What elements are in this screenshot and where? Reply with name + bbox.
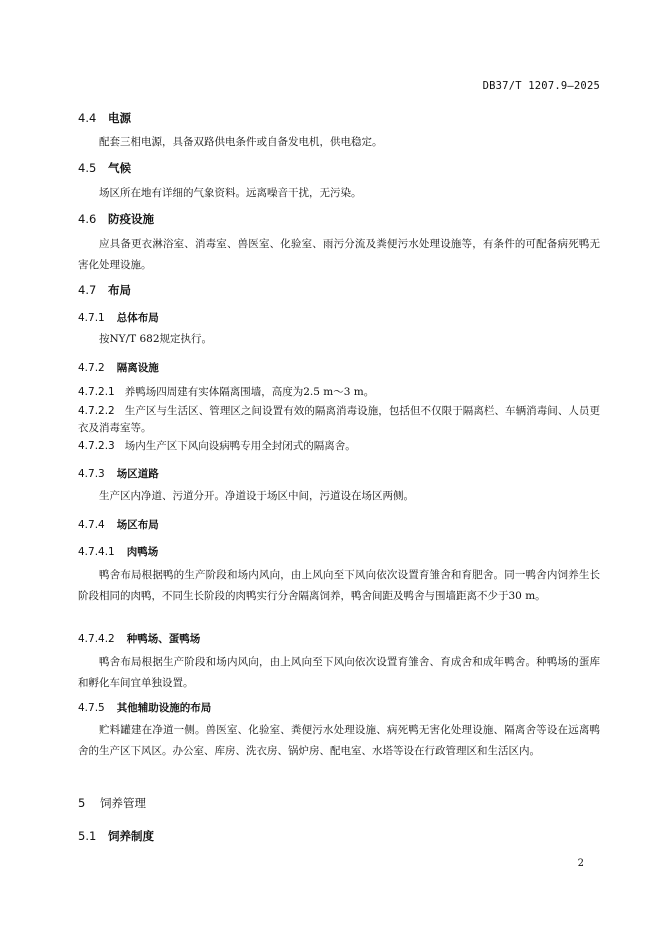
heading-number: 4.7.4.1: [78, 546, 115, 558]
heading-number: 4.7: [78, 283, 97, 297]
list-item: [78, 438, 600, 455]
document-code: DB37/T 1207.9—2025: [482, 80, 600, 92]
heading-4-6: [78, 211, 600, 227]
paragraph-4-6: 应具备更衣淋浴室、消毒室、兽医室、化验室、雨污分流及粪便污水处理设施等，有条件的可配备病死鸭无害化处理设施。: [78, 238, 600, 271]
heading-number: 4.7.5: [78, 702, 105, 714]
heading-title: 防疫设施: [108, 212, 154, 226]
heading-title: 饲养管理: [100, 796, 146, 810]
paragraph-4-7-3: 生产区内净道、污道分开。净道设于场区中间，污道设在场区两侧。: [99, 490, 414, 502]
item-text: 生产区与生活区、管理区之间设置有效的隔离消毒设施，包括但不仅限于隔离栏、车辆消毒间、人员更衣及消毒室等。: [78, 405, 600, 434]
list-item: [78, 403, 600, 437]
heading-number: 4.7.1: [78, 312, 105, 324]
page-number: 2: [577, 858, 584, 869]
paragraph-4-7-4-1: 鸭舍布局根据鸭的生产阶段和场内风向，由上风向至下风向依次设置育雏舍和育肥舍。同一鸭舍内饲养生长阶段相同的肉鸭，不同生长阶段的肉鸭实行分舍隔离饲养，鸭舍间距及鸭舍与围墙距离不少于30 m。: [78, 569, 600, 602]
heading-number: 4.7.4.2: [78, 633, 115, 645]
paragraph-4-5: 场区所在地有详细的气象资料。远离噪音干扰，无污染。: [99, 187, 362, 199]
item-number: 4.7.2.3: [78, 440, 115, 452]
heading-number: 4.4: [78, 111, 97, 125]
heading-title: 布局: [108, 283, 131, 297]
heading-4-7-4-1: [78, 544, 600, 559]
heading-4-7-4-2: [78, 631, 600, 646]
list-item: [78, 384, 600, 401]
paragraph-4-4: 配套三相电源，具备双路供电条件或自备发电机，供电稳定。: [99, 136, 383, 148]
heading-number: 5: [78, 796, 86, 810]
item-text: 养鸭场四周建有实体隔离围墙，高度为2.5 m～3 m。: [124, 386, 375, 398]
heading-title: 其他辅助设施的布局: [116, 702, 212, 714]
heading-title: 饲养制度: [108, 829, 154, 843]
heading-title: 种鸭场、蛋鸭场: [126, 633, 201, 645]
heading-4-7-5: [78, 700, 600, 715]
heading-4-7-4: [78, 517, 600, 532]
heading-5: [78, 795, 600, 811]
heading-title: 隔离设施: [116, 362, 159, 374]
heading-title: 电源: [108, 111, 131, 125]
heading-number: 5.1: [78, 829, 97, 843]
item-number: 4.7.2.2: [78, 405, 115, 417]
heading-4-7-1: [78, 310, 600, 325]
heading-4-5: [78, 160, 600, 176]
paragraph-4-7-5: 贮料罐建在净道一侧。兽医室、化验室、粪便污水处理设施、病死鸭无害化处理设施、隔离舍等设在远离鸭舍的生产区下风区。办公室、库房、洗衣房、锅炉房、配电室、水塔等设在行政管理区和生活区内。: [78, 724, 600, 757]
heading-4-7-3: [78, 466, 600, 481]
heading-number: 4.7.3: [78, 468, 105, 480]
heading-title: 肉鸭场: [126, 546, 159, 558]
heading-4-7-2: [78, 360, 600, 375]
heading-title: 场区布局: [116, 519, 159, 531]
heading-title: 气候: [108, 161, 131, 175]
heading-number: 4.6: [78, 212, 97, 226]
paragraph-4-7-4-2: 鸭舍布局根据生产阶段和场内风向，由上风向至下风向依次设置育雏舍、育成舍和成年鸭舍。种鸭场的蛋库和孵化车间宜单独设置。: [78, 656, 600, 689]
heading-number: 4.5: [78, 161, 97, 175]
heading-5-1: [78, 828, 600, 844]
heading-title: 总体布局: [116, 312, 159, 324]
paragraph-4-7-1: 按NY/T 682规定执行。: [99, 333, 213, 345]
item-number: 4.7.2.1: [78, 386, 115, 398]
heading-title: 场区道路: [116, 468, 159, 480]
heading-4-7: [78, 282, 600, 298]
item-text: 场内生产区下风向设病鸭专用全封闭式的隔离舍。: [124, 440, 356, 452]
heading-number: 4.7.4: [78, 519, 105, 531]
heading-number: 4.7.2: [78, 362, 105, 374]
heading-4-4: [78, 110, 600, 126]
